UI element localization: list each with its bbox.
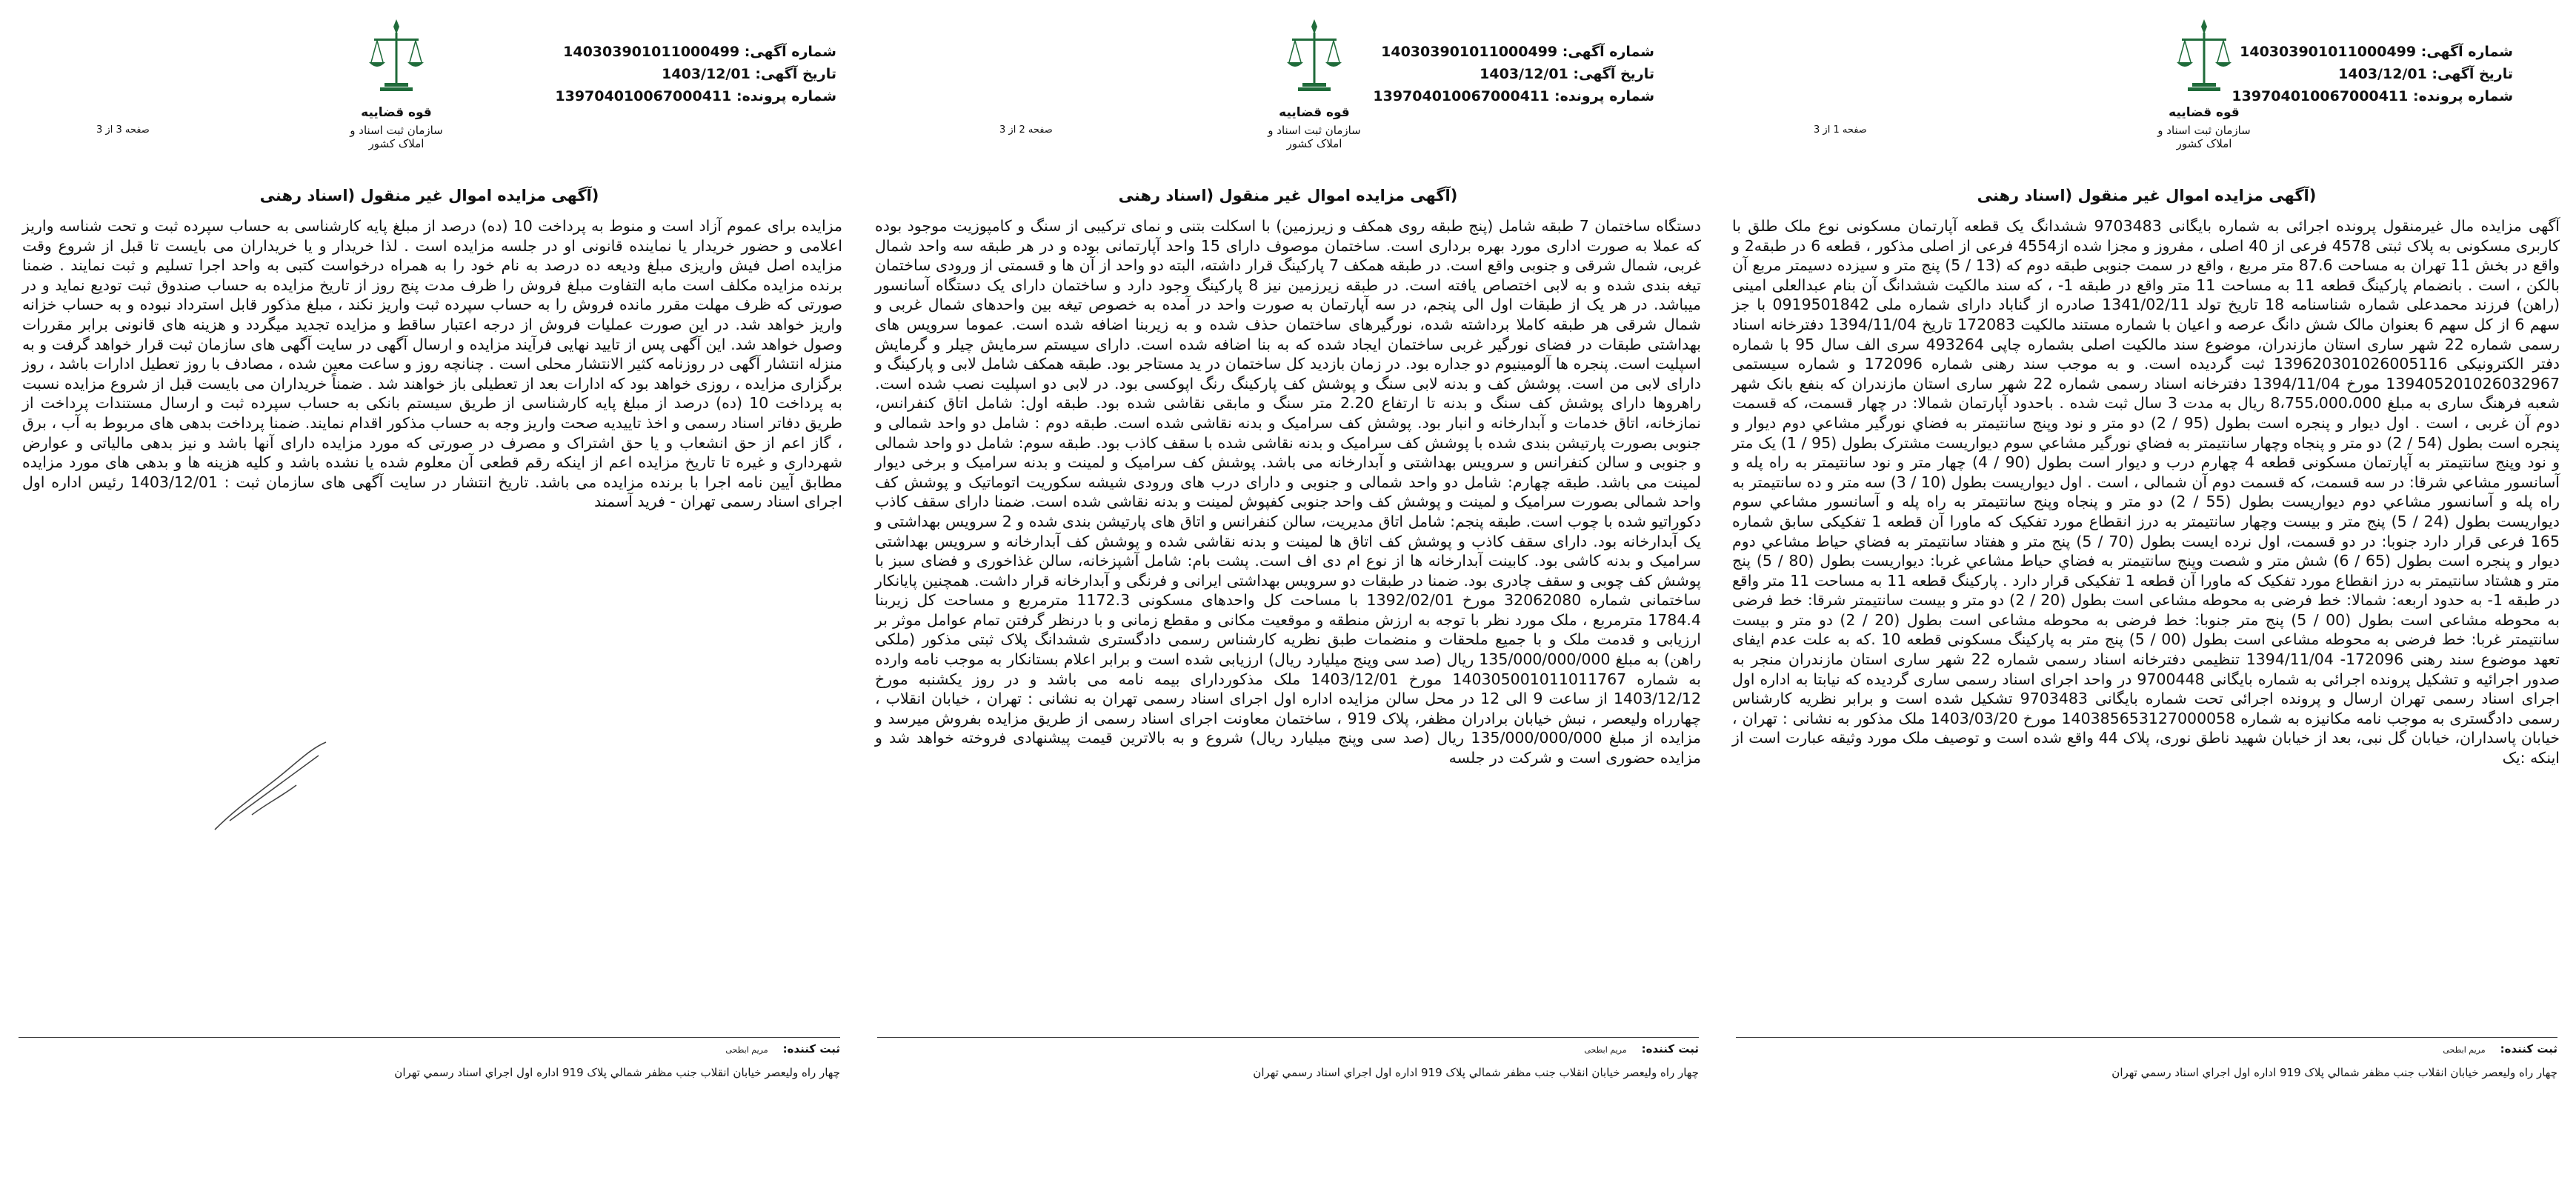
page-3 — [0, 0, 859, 1197]
notice-heading: (آگهی مزایده اموال غیر منقول (اسناد رهنی — [1118, 187, 1458, 204]
ad-number: 140303901011000499 — [1381, 44, 1558, 60]
judiciary-emblem — [1259, 16, 1370, 164]
registrar-name: مریم ابطحی — [1584, 1045, 1627, 1055]
ad-date-row: تاریخ آگهی: 1403/12/01 — [662, 66, 836, 82]
file-number: 139704010067000411 — [1373, 88, 1550, 104]
file-number-row: شماره پرونده: 139704010067000411 — [1373, 88, 1654, 104]
registrar-name: مریم ابطحی — [725, 1045, 768, 1055]
office-address: چهار راه ولیعصر خیابان انقلاب جنب مظفر شمالي پلاک 919 اداره اول اجراي اسناد رسمي تهران — [394, 1066, 840, 1079]
emblem-subtitle: سازمان ثبت اسناد و املاک کشور — [1268, 124, 1361, 150]
page-1 — [1717, 0, 2576, 1197]
emblem-title: قوه قضاییه — [361, 105, 432, 120]
ad-meta — [1373, 41, 1654, 107]
emblem-subtitle: سازمان ثبت اسناد و املاک کشور — [350, 124, 443, 150]
ad-meta — [555, 41, 836, 107]
registrar-name: مریم ابطحی — [2443, 1045, 2486, 1055]
notice-heading: (آگهی مزایده اموال غیر منقول (اسناد رهنی — [259, 187, 599, 204]
page-2 — [859, 0, 1717, 1197]
registrar-row: ثبت کننده:مریم ابطحی — [1584, 1042, 1699, 1056]
page-number: صفحه 3 از 3 — [96, 124, 150, 136]
notice-body: آگهی مزایده مال غیرمنقول پرونده اجرائی به شماره بایگانی 9703483 ششدانگ یک قطعه آپارتمان مسکونی نوع ملک طلق با کاربری مسکونی به پلاک ثبتی 4578 فرعی از 40 اصلی ، مفروز و مجزا شده از4554 فرعی از اصلی مذکور ، قطعه 6 در طبقه2 و واقع در بخش 11 تهران به مساحت 87.6 متر مربع ، واقع در سمت جنوبی طبقه دوم که (13 / 5) پنج متر و سیزده دسیمتر مربع آن بالکن ، است . بانضمام پارکینگ قطعه 11 به مساحت 11 متر واقع در طبقه 1- ، که سند مالکیت ششدانگ آن بنام عبدالعلی امینی (راهن) فرزند محمدعلی شماره شناسنامه 18 تاریخ تولد 1341/02/11 صادره از گناباد دارای شماره ملی 0919501842 با جز سهم 6 از کل سهم 6 بعنوان مالک شش دانگ عرصه و اعیان با شماره مستند مالکیت 172083 تاریخ 1394/11/04 دفترخانه اسناد رسمی شماره 22 شهر ساری استان مازندران، موضوع سند مالکیت اصلی بشماره چاپی 493264 سری الف سال 95 با شماره دفتر الکترونیکی 139620301026005116 ثبت گردیده است. و به موجب سند رهنی شماره 172096 و شماره سیستمی 139405201026032967 مورخ 1394/11/04 دفترخانه اسناد رسمی شماره 22 شهر ساری استان مازندران که بنفع بانک شهر شعبه فرهنگ ساری به مبلغ 8،755،000،000 ریال به مدت 3 سال ثبت شده . باحدود آپارتمان شمالا: در چهار قسمت، که قسمت دوم آن غربی ، است . اول دیوار و پنجره است بطول (95 / 2) دو متر و نود وپنج سانتیمتر به فضاي نورگير مشاعي دوم دیوار و پنجره است بطول (54 / 2) دو متر و پنجاه وچهار سانتيمتر به فضاي نورگير مشاعي سوم دیواریست مشترک بطول (95 / 1) یک متر و نود وپنج سانتیمتر به آپارتمان مسکونی قطعه 4 چهارم درب و دیوار است بطول (90 / 4) چهار متر و نود سانتیمتر به راه پله و آسانسور مشاعي شرقا: در سه قسمت، که قسمت دوم آن شمالی ، است . اول دیواریست بطول (10 / 3) سه متر و ده سانتیمتر به راه پله و آسانسور مشاعي دوم دیواریست بطول (55 / 2) دو متر و پنجاه وپنج سانتیمتر به راه پله و آسانسور مشاعي سوم دیواریست بطول (24 / 5) پنج متر و بیست وچهار سانتیمتر به درز انقطاع مورد تفکیک که ماورا آن قطعه 1 تفکیکی سابق شماره 165 فرعی قرار دارد جنوبا: در دو قسمت، اول نرده ایست بطول (70 / 5) پنج متر و هفتاد سانتيمتر به فضاي حياط مشاعي دوم دیوار و پنجره است بطول (65 / 6) شش متر و شصت وپنج سانتيمتر به فضاي حياط مشاعي غربا: دیواریست بطول (80 / 5) پنج متر و هشتاد سانتیمتر به درز انقطاع مورد تفکیک که ماورا آن قطعه 1 تفکیکی قرار دارد . پارکینگ قطعه 11 به مساحت 11 متر واقع در طبقه 1- به حدود اربعه: شمالا: خط فرضی به محوطه مشاعی است بطول (20 / 2) دو متر و بیست سانتیمتر شرقا: خط فرضی به محوطه مشاعی است بطول (00 / 5) پنج متر جنوبا: خط فرضی به محوطه مشاعی است بطول (20 / 2) دو متر و بیست سانتیمتر غربا: خط فرضی به محوطه مشاعی است بطول (00 / 5) پنج متر به پارکینگ مسکونی قطعه 10 .که به علت عدم ایفای تعهد موضوع سند رهنی 172096- 1394/11/04 تنظیمی دفترخانه اسناد رسمی شماره 22 شهر ساری استان مازندران منجر به صدور اجرائیه و تشکیل پرونده اجرائی به شماره بایگانی 9700448 در واحد اجرای اسناد رسمی ساری گردیده که نیابتا به اداره اول اجرای اسناد رسمی تهران ارسال و پرونده اجرائی تحت شماره بایگانی 9703483 تشکیل شده است و برابر نظریه کارشناس رسمی دادگستری به موجب نامه مکانیزه به شماره 140385653127000058 مورخ 1403/03/20 ملک مذکور به نشانی : تهران ، خیابان پاسداران، خیابان گل نبی، بعد از خیابان شهید ناطق نوری، پلاک 44 واقع شده است و توصیف ملک مورد وثیقه عبارت است از اینکه :یک — [1732, 217, 2560, 767]
file-number: 139704010067000411 — [555, 88, 732, 104]
file-number: 139704010067000411 — [2231, 88, 2409, 104]
ad-number: 140303901011000499 — [563, 44, 740, 60]
ad-number-row: شماره آگهی: 140303901011000499 — [1381, 44, 1654, 60]
page-number: صفحه 2 از 3 — [999, 124, 1053, 136]
page-footer — [1736, 1037, 2557, 1079]
file-number-row: شماره پرونده: 139704010067000411 — [555, 88, 836, 104]
handwritten-signature — [207, 733, 333, 844]
judiciary-emblem — [2149, 16, 2260, 164]
notice-body: مزایده برای عموم آزاد است و منوط به پرداخت 10 (ده) درصد از مبلغ پایه کارشناسی به حساب سپرده ثبت و تحت شناسه واریز اعلامی و حضور خریدار یا نماینده قانونی او در جلسه مزایده است . لذا خریدار و یا خریداران می بایست تا قبل از شروع وقت مزایده اصل فیش واریزی مبلغ ودیعه ده درصد به نام خود را به همراه درخواست کتبی به واحد اجرا تسلیم و ثبت نمایند . ضمنا برنده مزایده مکلف است مابه التفاوت مبلغ فروش را ظرف مدت پنج روز از تاریخ مزایده به حساب صندوق ثبت تودیع نماید و در صورتی که ظرف مهلت مقرر مانده فروش را به حساب سپرده ثبت واریز نکند ، مبلغ مذکور قابل استرداد نبوده و به حساب خزانه واریز خواهد شد. در این صورت عملیات فروش از درجه اعتبار ساقط و مزایده تجدید میگردد و هزینه های قانونی برابر مقررات وصول خواهد شد. این آگهی پس از تایید نهایی فرآیند مزایده و ارسال آگهی در سایت آگهی های سازمان ثبت قرار خواهد گرفت و به منزله انتشار آگهی در روزنامه کثیر الانتشار محلی است . چنانچه روز و ساعت معین شده ، مصادف با روز تعطیل ادارات باشد ، روز برگزاری مزایده ، روزی خواهد بود که ادارات بعد از تعطیلی باز خواهند شد . ضمناً خریداران می بایست قبل از شروع مزایده نسبت به پرداخت 10 (ده) درصد از مبلغ پایه کارشناسی از طریق سیستم بانکی به حساب سپرده ثبت و ارسال مستندات پرداخت از طریق دفاتر اسناد رسمی و اخذ تاییدیه صحت واریز وجه به حساب مذکور اقدام نمایند. ضمنا پرداخت بدهی های مربوط به آب ، برق ، گاز اعم از حق انشعاب و یا حق اشتراک و مصرف در صورتی که مورد مزایده دارای آنها باشد و نیز بدهی مالیاتی و عوارض شهرداری و غیره تا تاریخ مزایده اعم از اینکه رقم قطعی آن معلوم شده یا نشده باشد و کلیه هزینه ها و بدهی های مورد مزایده مطابق آیین نامه اجرا با برنده مزایده می باشد. تاریخ انتشار در سایت آگهی های سازمان ثبت : 1403/12/01 رئیس اداره اول اجرای اسناد رسمی تهران - فرید آسمند — [22, 217, 843, 511]
notice-heading: (آگهی مزایده اموال غیر منقول (اسناد رهنی — [1977, 187, 2317, 204]
emblem-title: قوه قضاییه — [1279, 105, 1350, 120]
office-address: چهار راه ولیعصر خیابان انقلاب جنب مظفر شمالي پلاک 919 اداره اول اجراي اسناد رسمي تهران — [1253, 1066, 1699, 1079]
office-address: چهار راه ولیعصر خیابان انقلاب جنب مظفر شمالي پلاک 919 اداره اول اجراي اسناد رسمي تهران — [2111, 1066, 2557, 1079]
page-footer — [877, 1037, 1699, 1079]
registrar-row: ثبت کننده:مریم ابطحی — [725, 1042, 840, 1056]
scales-of-justice-icon — [1285, 16, 1344, 101]
ad-date-row: تاریخ آگهی: 1403/12/01 — [1480, 66, 1654, 82]
file-number-row: شماره پرونده: 139704010067000411 — [2231, 88, 2513, 104]
notice-body: دستگاه ساختمان 7 طبقه شامل (پنج طبقه روی همکف و زیرزمین) با اسکلت بتنی و نمای ترکیبی از سنگ و کامپوزیت موجود بوده که عملا به صورت اداری مورد بهره برداری است. ساختمان موصوف دارای 15 واحد آپارتمانی بوده و در هر طبقه سه واحد شمال غربی، شمال شرقی و جنوبی واقع است. در طبقه همکف 7 پارکینگ قرار داشته، البته دو واحد از آن ها و قسمتی از ورودی ساختمان تیغه بندی شده و به لابی اختصاص یافته است. در طبقه زیرزمین نیز 8 پارکینگ وجود دارد و ساختمان دارای یک دستگاه آسانسور میباشد. در هر یک از طبقات اول الی پنجم، در سه آپارتمان به صورت واحد در آمده به خصوص تیغه بین واحدهای شمال غربی و شمال شرقی هر طبقه کاملا برداشته شده، نورگیرهای ساختمان حذف شده و به زیربنا اضافه شده است. عموما سرویس های بهداشتی طبقات در فضای نورگیر غربی ساختمان ایجاد شده که به بنا اضافه شده است. دارای سیستم سرمایش چیلر و گرمایش اسپلیت است. پنجره ها آلومینیوم دو جداره بود. در زمان بازدید کل ساختمان در ید مستاجر بود. طبقه همکف شامل لابی و پارکینگ و دارای لابی من است. پوشش کف و بدنه لابی سنگ و پوشش کف پارکینگ رنگ اپوکسی بود. در لابی دو اسپلیت نصب شده است. راهروها دارای پوشش کف سنگ و بدنه تا ارتفاع 2.20 متر سنگ و مابقی نقاشی شده بود. طبقه اول: شامل اتاق کنفرانس، نمازخانه، اتاق خدمات و آبدارخانه و انبار بود. پوشش کف سرامیک و بدنه نقاشی شده است. طبقه دوم : شامل دو واحد شمالی و جنوبی بصورت پارتیشن بندی شده با پوشش کف سرامیک و بدنه نقاشی شده با سقف کاذب بود. طبقه سوم: شامل دو واحد شمالی و جنوبی و سالن کنفرانس و سرویس بهداشتی و آبدارخانه می باشد. پوشش کف سرامیک و لمینت و بدنه سرامیک و برخی دیوار لمینت می باشد. طبقه چهارم: شامل دو واحد شمالی و جنوبی و دارای درب های ورودی شیشه سکوریت اتوماتیک و پوشش کف واحد شمالی بصورت سرامیک و لمینت و پوشش کف واحد جنوبی کفپوش لمینت و بدنه نقاشی شده است. ضمنا دارای سقف کاذب دکوراتیو شده با چوب است. طبقه پنجم: شامل اتاق مدیریت، سالن کنفرانس و اتاق های پارتیشن بندی شده و 2 سرویس بهداشتی و یک آبدارخانه بود. دارای سقف کاذب و پوشش کف اتاق ها لمینت و بدنه نقاشی شده و پوشش کف آبدارخانه و سرویس بهداشتی سرامیک و بدنه کاشی بود. کابینت آبدارخانه ها از نوع ام دی اف است. پشت بام: شامل آشپزخانه، سالن غذاخوری و فضای سبز با پوشش کف چوبی و سقف چادری بود. ضمنا در طبقات دو سرویس بهداشتی ایرانی و فرنگی و آبدارخانه قرار داشت. همچنین پایانکار ساختمانی شماره 32062080 مورخ 1392/02/01 با مساحت کل واحدهای مسکونی 1172.3 مترمربع و مساحت کل زیربنا 1784.4 مترمربع ، ملک مورد نظر با توجه به ارزش منطقه و موقعیت مکانی و مقطع زمانی و با درنظر گرفتن تمام عوامل موثر بر ارزیابی و قدمت ملک و با جمیع ملحقات و منضمات طبق نظریه کارشناس رسمی دادگستری ششدانگ پلاک ثبتی مذکور (ملکی راهن) به مبلغ 135/000/000/000 ریال (صد سی وپنج میلیارد ریال) ارزیابی شده است و برابر اعلام بستانکار به موجب نامه وارده به شماره 140305001011011767 مورخ 1403/12/01 ملک مذکوردارای بیمه نامه می باشد و در روز یکشنبه مورخ 1403/12/12 از ساعت 9 الی 12 در محل سالن مزایده اداره اول اجرای اسناد رسمی تهران به نشانی : تهران ، خیابان انقلاب ، چهارراه ولیعصر ، نبش خیابان برادران مظفر، پلاک 919 ، ساختمان معاونت اجرای اسناد رسمی از طریق مزایده بفروش میرسد و مزایده از مبلغ 135/000/000/000 ریال (صد سی وپنج میلیارد ریال) شروع و به بالاترین قیمت پیشنهادی فروخته خواهد شد و مزایده حضوری است و شرکت در جلسه — [874, 217, 1702, 767]
page-number: صفحه 1 از 3 — [1814, 124, 1867, 136]
registrar-row: ثبت کننده:مریم ابطحی — [2443, 1042, 2557, 1056]
ad-date: 1403/12/01 — [662, 66, 750, 82]
page-footer — [19, 1037, 840, 1079]
ad-number: 140303901011000499 — [2240, 44, 2417, 60]
ad-date-row: تاریخ آگهی: 1403/12/01 — [2338, 66, 2513, 82]
scales-of-justice-icon — [367, 16, 426, 101]
ad-number-row: شماره آگهی: 140303901011000499 — [2240, 44, 2513, 60]
ad-date: 1403/12/01 — [1480, 66, 1568, 82]
emblem-subtitle: سازمان ثبت اسناد و املاک کشور — [2157, 124, 2251, 150]
judiciary-emblem — [341, 16, 452, 164]
ad-meta — [2231, 41, 2513, 107]
ad-date: 1403/12/01 — [2338, 66, 2427, 82]
emblem-title: قوه قضاییه — [2169, 105, 2240, 120]
ad-number-row: شماره آگهی: 140303901011000499 — [563, 44, 836, 60]
scales-of-justice-icon — [2174, 16, 2234, 101]
